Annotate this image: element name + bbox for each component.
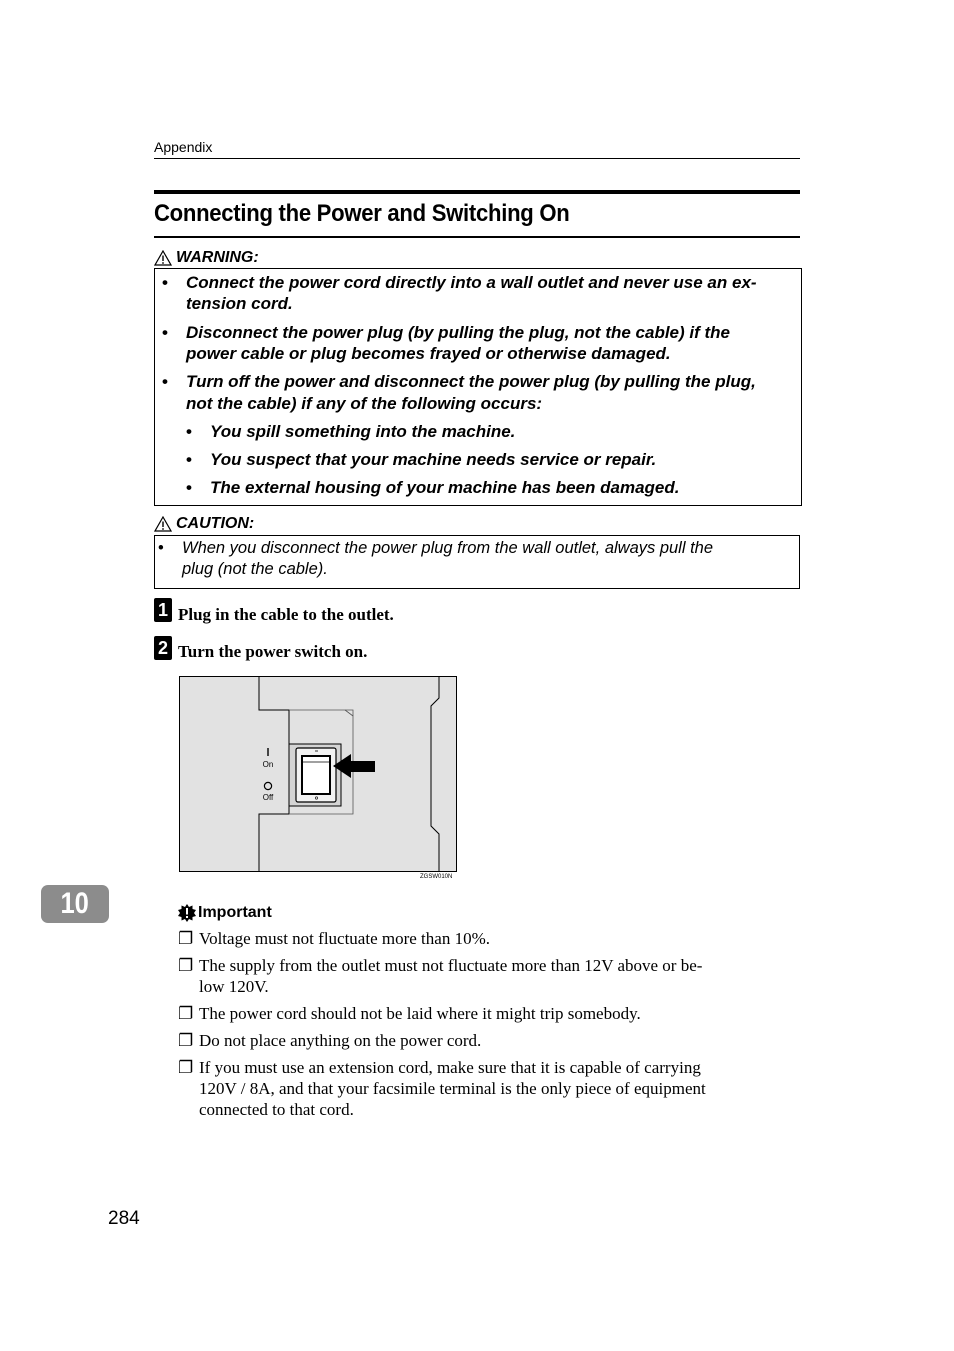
warning-item-line: Turn off the power and disconnect the power plug (by pulling the plug, (186, 372, 756, 391)
page-title: Connecting the Power and Switching On (154, 200, 570, 227)
caution-item-line: plug (not the cable). (182, 560, 328, 578)
important-heading (178, 904, 272, 922)
caution-label-text: CAUTION: (176, 515, 255, 532)
checkbox-icon: ❐ (178, 1031, 194, 1050)
warning-item-line: tension cord. (186, 294, 293, 313)
on-label: On (262, 760, 274, 769)
title-rule-bottom (154, 236, 800, 238)
warning-item-line: Connect the power cord directly into a wall outlet and never use an ex- (186, 273, 757, 292)
warning-triangle-icon (154, 250, 172, 266)
checkbox-icon: ❐ (178, 956, 194, 975)
caution-item-line: When you disconnect the power plug from the wall outlet, always pull the (182, 539, 714, 557)
checkbox-icon: ❐ (178, 929, 194, 948)
title-rule-top (154, 190, 800, 194)
warning-label (154, 249, 259, 267)
warning-label-text: WARNING: (176, 249, 259, 266)
running-header: Appendix (154, 139, 213, 155)
chapter-number: 10 (60, 887, 90, 920)
caution-triangle-icon (154, 516, 172, 532)
page-number: 284 (108, 1208, 140, 1229)
step-1-number: 1 (154, 598, 172, 622)
illustration-code: ZGSW010N (420, 874, 453, 880)
important-heading-text: Important (198, 904, 272, 921)
warning-item-line: power cable or plug becomes frayed or otherwise damaged. (186, 344, 671, 363)
step-2-number: 2 (154, 636, 172, 660)
power-switch-illustration (179, 676, 457, 872)
important-seal-icon (178, 904, 196, 922)
warning-item-line: Disconnect the power plug (by pulling the plug, not the cable) if the (186, 323, 730, 342)
off-label: Off (262, 793, 274, 802)
caution-label (154, 515, 254, 533)
warning-item-line: not the cable) if any of the following occurs: (186, 394, 543, 413)
caution-box: • When you disconnect the power plug from the wall outlet, always pull the plug (not the cable). (154, 535, 800, 589)
header-rule (154, 158, 800, 159)
warning-box: • Connect the power cord directly into a wall outlet and never use an ex- tension cord. • Disconnect the power plug (by pulling the plug, not the cable) if the power cable or plug becomes frayed or otherwise damaged. • Turn off the power and disconnect the power plug (by pulling the plug, not the cable) if any of the following occurs: • You spill something into the machine. • You suspect that your machine needs service or repair. • The external housing of your machine has been damaged. (154, 268, 802, 506)
step-2-text: Turn the power switch on. (178, 642, 368, 661)
chapter-tab (41, 885, 109, 923)
checkbox-icon: ❐ (178, 1004, 194, 1023)
checkbox-icon: ❐ (178, 1058, 194, 1077)
step-1-text: Plug in the cable to the outlet. (178, 605, 394, 624)
